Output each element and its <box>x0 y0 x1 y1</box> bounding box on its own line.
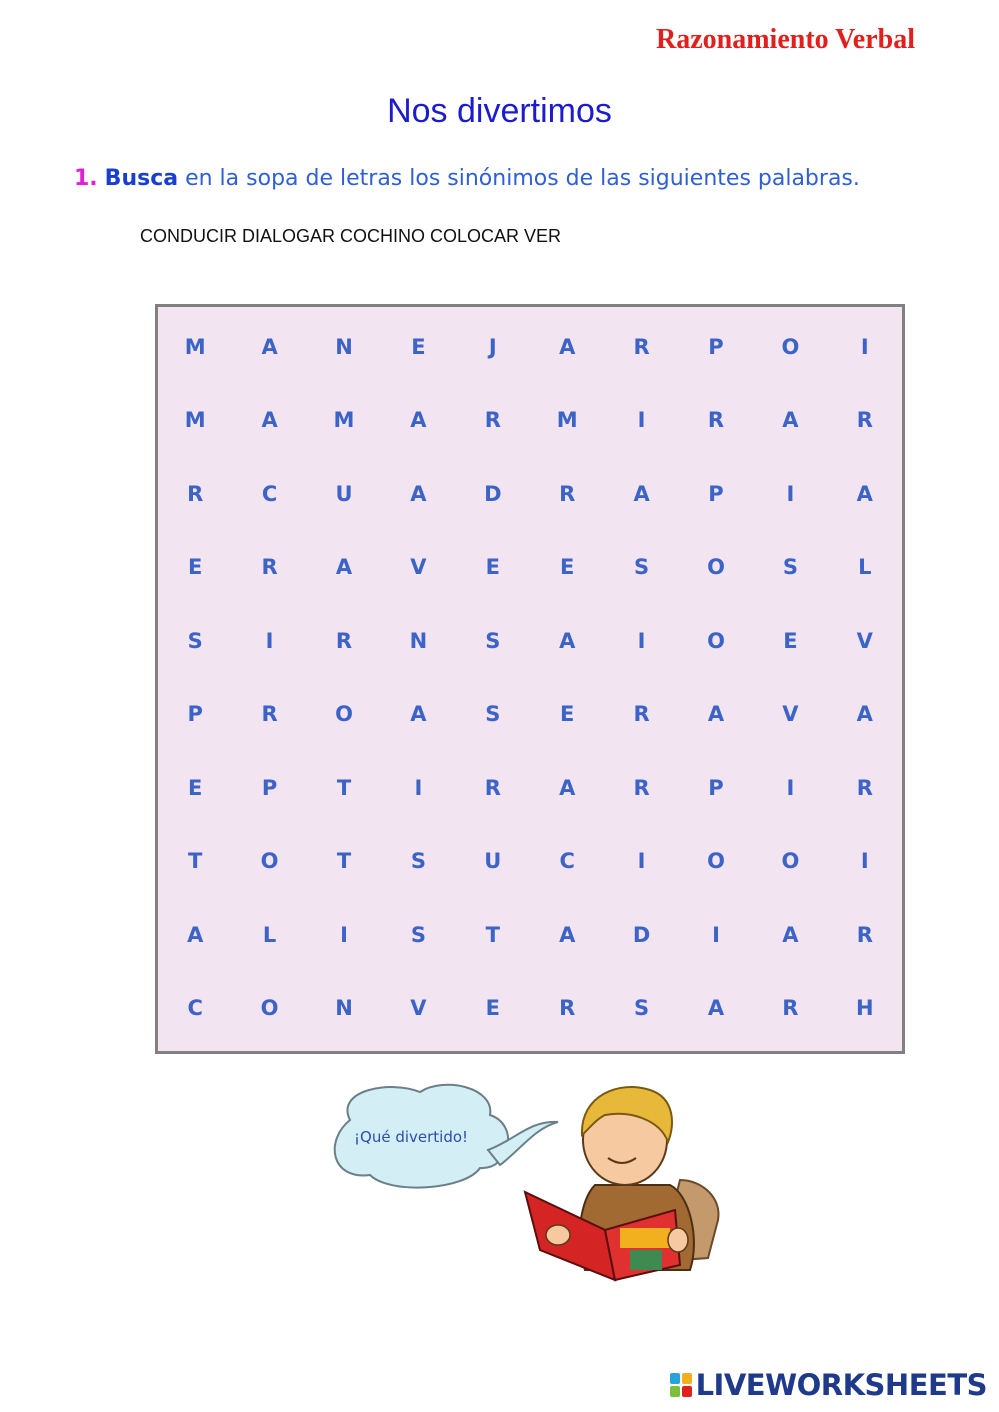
boy-reading-illustration <box>330 1080 740 1290</box>
grid-letter[interactable]: L <box>262 922 277 947</box>
grid-letter[interactable]: A <box>187 922 204 947</box>
grid-letter[interactable]: C <box>187 996 203 1021</box>
grid-letter[interactable]: T <box>485 922 500 947</box>
grid-letter[interactable]: A <box>707 996 725 1021</box>
grid-letter[interactable]: V <box>410 555 427 580</box>
grid-letter[interactable]: R <box>633 702 650 727</box>
grid-letter[interactable]: R <box>261 555 278 580</box>
grid-letter[interactable]: A <box>410 481 427 506</box>
grid-letter[interactable]: A <box>261 408 278 433</box>
page-title: Nos divertimos <box>387 92 612 130</box>
grid-letter[interactable]: M <box>556 408 578 433</box>
speech-bubble <box>335 1085 558 1188</box>
grid-letter[interactable]: S <box>634 555 650 580</box>
grid-letter[interactable]: E <box>485 996 500 1021</box>
grid-letter[interactable]: R <box>484 408 501 433</box>
grid-letter[interactable]: R <box>559 481 576 506</box>
grid-letter[interactable]: I <box>414 775 423 800</box>
grid-letter[interactable]: S <box>410 849 426 874</box>
grid-letter[interactable]: R <box>856 775 873 800</box>
grid-letter[interactable]: E <box>411 334 426 359</box>
grid-letter[interactable]: P <box>708 775 724 800</box>
grid-letter[interactable]: O <box>781 334 800 359</box>
grid-letter[interactable]: E <box>560 702 575 727</box>
grid-letter[interactable]: I <box>860 334 869 359</box>
grid-letter[interactable]: E <box>188 775 203 800</box>
grid-letter[interactable]: I <box>340 922 348 947</box>
grid-letter[interactable]: O <box>260 996 279 1021</box>
grid-letter[interactable]: R <box>484 775 501 800</box>
grid-letter[interactable]: R <box>856 408 873 433</box>
grid-letter[interactable]: A <box>633 481 650 506</box>
speech-text: ¡Qué divertido! <box>354 1128 469 1146</box>
grid-letter[interactable]: I <box>265 628 274 653</box>
grid-letter[interactable]: E <box>783 628 798 653</box>
instruction-verb: Busca <box>104 166 179 191</box>
grid-letter[interactable]: M <box>184 408 206 433</box>
grid-letter[interactable]: A <box>782 408 799 433</box>
grid-letter[interactable]: V <box>410 996 427 1021</box>
grid-letter[interactable]: P <box>187 702 203 727</box>
grid-letter[interactable]: A <box>410 408 427 433</box>
grid-letter[interactable]: O <box>707 555 725 580</box>
brand-logo <box>670 1368 987 1402</box>
grid-letter[interactable]: A <box>261 334 278 359</box>
grid-letter[interactable]: A <box>782 922 799 947</box>
instruction-number: 1. <box>74 166 98 191</box>
grid-letter[interactable]: R <box>856 922 873 947</box>
grid-letter[interactable]: I <box>637 849 646 874</box>
grid-letter[interactable]: V <box>782 702 799 727</box>
grid-letter[interactable]: R <box>707 408 725 433</box>
grid-letter[interactable]: A <box>559 922 576 947</box>
instruction-text: en la sopa de letras los sinónimos de las siguientes palabras. <box>178 166 860 191</box>
grid-letter[interactable]: U <box>484 849 502 874</box>
grid-letter[interactable]: C <box>559 849 575 874</box>
grid-letter[interactable]: O <box>707 628 725 653</box>
grid-letter[interactable]: S <box>187 628 203 653</box>
grid-letter[interactable]: R <box>782 996 799 1021</box>
grid-letter[interactable]: T <box>336 775 352 800</box>
grid-letter[interactable]: D <box>484 481 502 506</box>
grid-letter[interactable]: T <box>336 849 352 874</box>
word-list: CONDUCIR DIALOGAR COCHINO COLOCAR VER <box>140 226 562 246</box>
grid-letter[interactable]: A <box>559 334 576 359</box>
grid-letter[interactable]: R <box>559 996 576 1021</box>
grid-letter[interactable]: I <box>786 481 795 506</box>
grid-letter[interactable]: A <box>707 702 725 727</box>
grid-letter[interactable]: A <box>856 481 873 506</box>
grid-letter[interactable]: O <box>781 849 800 874</box>
grid-letter[interactable]: O <box>707 849 725 874</box>
grid-letter[interactable]: R <box>261 702 278 727</box>
grid-letter[interactable]: R <box>187 481 204 506</box>
grid-letter[interactable]: E <box>188 555 203 580</box>
grid-letter[interactable]: P <box>261 775 278 800</box>
grid-letter[interactable]: A <box>559 775 576 800</box>
grid-letter[interactable]: E <box>485 555 500 580</box>
grid-letter[interactable]: J <box>488 334 497 359</box>
grid-letter[interactable]: R <box>335 628 353 653</box>
grid-letter[interactable]: I <box>786 775 795 800</box>
grid-letter[interactable]: L <box>858 555 872 580</box>
logo-icon <box>670 1373 692 1397</box>
grid-letter[interactable]: D <box>632 922 651 947</box>
grid-letter[interactable]: C <box>261 481 278 506</box>
grid-letter[interactable]: H <box>856 996 874 1021</box>
grid-letter[interactable]: A <box>559 628 576 653</box>
grid-letter[interactable]: S <box>782 555 798 580</box>
grid-letter[interactable]: N <box>335 334 353 359</box>
grid-letter[interactable]: N <box>409 628 428 653</box>
grid-letter[interactable]: R <box>633 334 650 359</box>
grid-letter[interactable]: V <box>856 628 873 653</box>
grid-letter[interactable]: S <box>485 628 501 653</box>
brand-name: LIVEWORKSHEETS <box>695 1368 987 1402</box>
grid-letter[interactable]: M <box>184 334 206 359</box>
grid-letter[interactable]: S <box>634 996 650 1021</box>
instruction <box>74 166 860 191</box>
word-search-grid <box>155 304 905 1054</box>
grid-letter[interactable]: S <box>410 922 426 947</box>
subject-label: Razonamiento Verbal <box>656 24 915 55</box>
grid-letter[interactable]: S <box>485 702 501 727</box>
grid-letter[interactable]: N <box>335 996 353 1021</box>
grid-letter[interactable]: I <box>637 408 646 433</box>
grid-letter[interactable]: I <box>637 628 646 653</box>
grid-letter[interactable]: M <box>333 408 355 433</box>
grid-letter[interactable]: I <box>860 849 869 874</box>
grid-letter[interactable]: A <box>410 702 427 727</box>
grid-letter[interactable]: P <box>708 481 724 506</box>
grid-letter[interactable]: P <box>708 334 724 359</box>
grid-letter[interactable]: E <box>560 555 575 580</box>
grid-letter[interactable]: R <box>633 775 650 800</box>
grid-letter[interactable]: U <box>335 481 353 506</box>
grid-letter[interactable]: A <box>856 702 873 727</box>
grid-letter[interactable]: O <box>335 702 353 727</box>
grid-letter[interactable]: I <box>712 922 720 947</box>
grid-letter[interactable]: T <box>188 849 203 874</box>
grid-letter[interactable]: O <box>260 849 279 874</box>
grid-letter[interactable]: A <box>335 555 353 580</box>
